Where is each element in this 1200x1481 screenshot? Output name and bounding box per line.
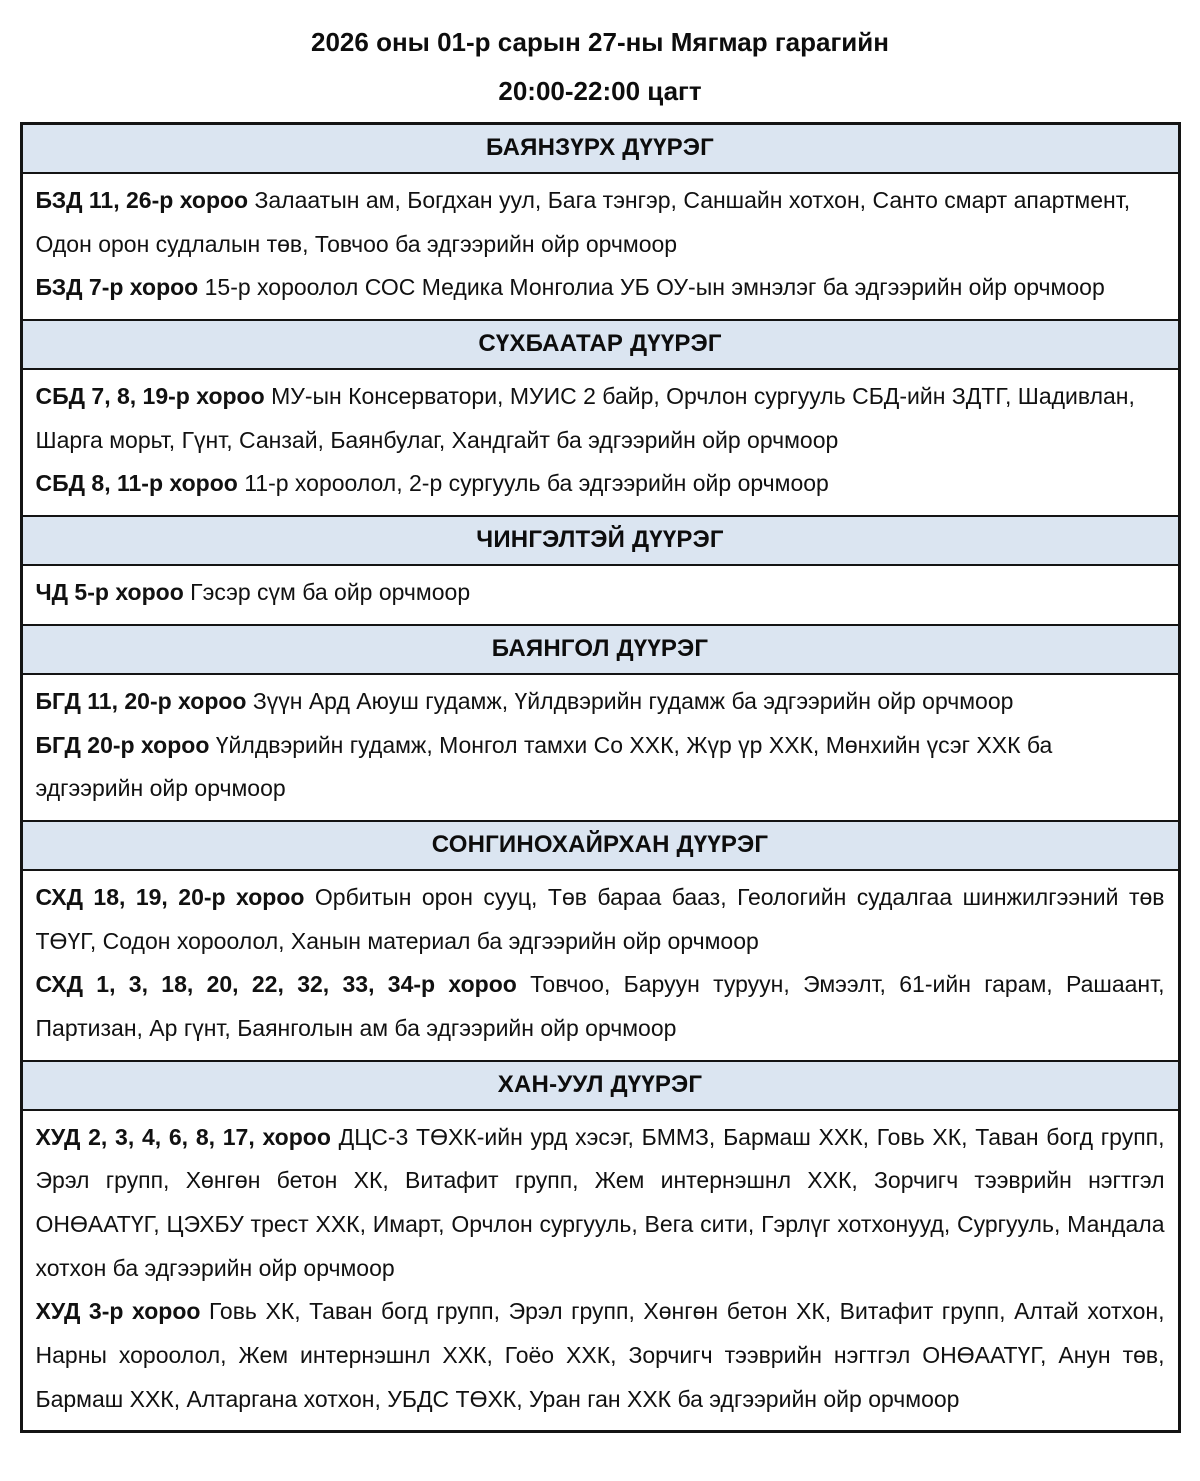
khoroo-code: БЗД 11, 26-р хороо: [35, 187, 249, 213]
section-body-khan-uul: [23, 1111, 1178, 1431]
section-header-bayangol: БАЯНГОЛ ДҮҮРЭГ: [23, 624, 1178, 675]
section-header-bayanzurkh: БАЯНЗҮРХ ДҮҮРЭГ: [23, 125, 1178, 174]
table-row: [36, 1116, 1165, 1291]
table-row: [36, 963, 1165, 1050]
khoroo-code: СХД 1, 3, 18, 20, 22, 32, 33, 34-р хороо: [35, 971, 517, 998]
section-body-sukhbaatar: [23, 370, 1178, 515]
table-row: [36, 179, 1165, 266]
khoroo-areas: Залаатын ам, Богдхан уул, Бага тэнгэр, Саншайн хотхон, Санто смарт апартмент, Одон орон судлалын төв, Товчоо ба эдгээрийн ойр орчмоор: [35, 187, 1131, 257]
table-row: [36, 375, 1165, 462]
khoroo-code: ХУД 2, 3, 4, 6, 8, 17, хороо: [35, 1123, 331, 1150]
khoroo-areas: Орбитын орон сууц, Төв бараа бааз, Геологийн судалгаа шинжилгээний төв ТӨҮГ, Содон хороолол, Ханын материал ба эдгээрийн ойр орчмоор: [35, 883, 1165, 954]
table-row: [36, 462, 1165, 506]
table-row: [36, 571, 1165, 615]
section-body-bayangol: [23, 675, 1178, 820]
section-header-chingeltei: ЧИНГЭЛТЭЙ ДҮҮРЭГ: [23, 515, 1178, 566]
khoroo-areas: 11-р хороолол, 2-р сургууль ба эдгээрийн ойр орчмоор: [244, 470, 829, 497]
khoroo-code: СБД 8, 11-р хороо: [35, 470, 238, 497]
khoroo-areas: Үйлдвэрийн гудамж, Монгол тамхи Со ХХК, Жүр үр ХХК, Мөнхийн үсэг ХХК ба эдгээрийн ойр орчмоор: [35, 731, 1053, 802]
table-row: [36, 266, 1165, 310]
table-row: [36, 1290, 1165, 1421]
khoroo-code: ЧД 5-р хороо: [35, 579, 184, 606]
khoroo-code: ХУД 3-р хороо: [35, 1298, 201, 1325]
table-row: [36, 680, 1165, 724]
page-title-date: 2026 оны 01-р сарын 27-ны Мягмар гарагийн: [311, 27, 889, 57]
page-title-time: 20:00-22:00 цагт: [498, 76, 702, 106]
section-header-sukhbaatar: СҮХБААТАР ДҮҮРЭГ: [23, 319, 1178, 370]
section-body-bayanzurkh: [23, 174, 1178, 319]
khoroo-areas: Говь ХК, Таван богд групп, Эрэл групп, Хөнгөн бетон ХК, Витафит групп, Алтай хотхон, Нарны хороолол, Жем интернэшнл ХХК, Гоёо ХХК, Зорчигч тээврийн нэгтгэл ОНӨААТҮГ, Анун төв, Бармаш ХХК, Алтаргана хотхон, УБДС ТӨХК, Уран ган ХХК ба эдгээрийн ойр орчмоор: [35, 1298, 1165, 1412]
khoroo-code: БГД 11, 20-р хороо: [35, 687, 247, 714]
table-row: [36, 876, 1165, 963]
khoroo-code: СБД 7, 8, 19-р хороо: [35, 383, 265, 410]
section-body-songinokhairkhan: [23, 871, 1178, 1060]
outage-table: [20, 122, 1181, 1433]
khoroo-code: СХД 18, 19, 20-р хороо: [35, 883, 305, 910]
khoroo-code: БЗД 7-р хороо: [35, 274, 199, 301]
khoroo-areas: Товчоо, Баруун туруун, Эмээлт, 61-ийн гарам, Рашаант, Партизан, Ар гүнт, Баянголын ам ба эдгээрийн ойр орчмоор: [35, 971, 1165, 1041]
table-row: [36, 724, 1165, 811]
section-header-khan-uul: ХАН-УУЛ ДҮҮРЭГ: [23, 1060, 1178, 1111]
khoroo-areas: ДЦС-3 ТӨХК-ийн урд хэсэг, БММЗ, Бармаш ХХК, Говь ХК, Таван богд групп, Эрэл групп, Хөнгөн бетон ХК, Витафит групп, Жем интернэшнл ХХК, Зорчигч тээврийн нэгтгэл ОНӨААТҮГ, ЦЭХБУ трест ХХК, Имарт, Орчлон сургууль, Вега сити, Гэрлүг хотхонууд, Сургууль, Мандала хотхон ба эдгээрийн ойр орчмоор: [35, 1123, 1165, 1281]
khoroo-areas: 15-р хороолол СОС Медика Монголиа УБ ОУ-ын эмнэлэг ба эдгээрийн ойр орчмоор: [204, 274, 1105, 301]
khoroo-areas: Зүүн Ард Аюуш гудамж, Үйлдвэрийн гудамж ба эдгээрийн ойр орчмоор: [252, 687, 1014, 714]
khoroo-areas: МУ-ын Консерватори, МУИС 2 байр, Орчлон сургууль СБД-ийн ЗДТГ, Шадивлан, Шарга морьт, Гүнт, Санзай, Баянбулаг, Хандгайт ба эдгээрийн ойр орчмоор: [35, 383, 1135, 453]
khoroo-code: БГД 20-р хороо: [35, 731, 210, 758]
section-header-songinokhairkhan: СОНГИНОХАЙРХАН ДҮҮРЭГ: [23, 820, 1178, 871]
section-body-chingeltei: [23, 566, 1178, 624]
khoroo-areas: Гэсэр сүм ба ойр орчмоор: [190, 579, 471, 606]
